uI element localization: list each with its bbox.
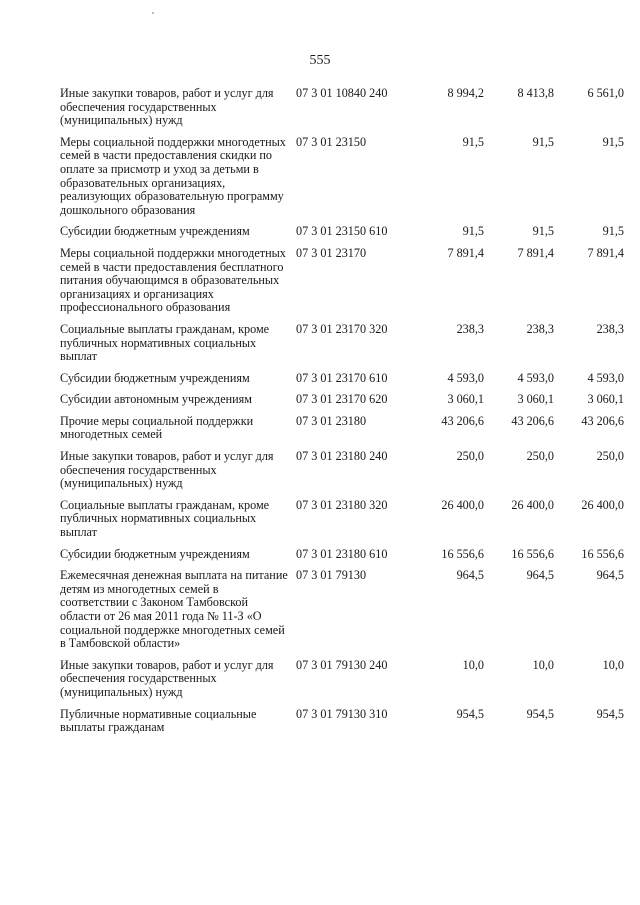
row-code: 07 3 01 23170 610 xyxy=(296,370,388,385)
row-value-2: 43 206,6 xyxy=(511,413,554,428)
row-value-3: 964,5 xyxy=(596,568,624,583)
table-row xyxy=(60,569,624,659)
row-value-1: 8 994,2 xyxy=(447,86,484,100)
budget-table xyxy=(60,87,624,743)
row-value-3: 3 060,1 xyxy=(587,392,624,407)
row-name: Субсидии бюджетным учреждениям xyxy=(60,370,250,385)
row-value-1: 4 593,0 xyxy=(447,370,484,385)
row-value-3: 4 593,0 xyxy=(587,370,624,385)
row-value-1: 91,5 xyxy=(462,134,484,149)
row-value-1: 7 891,4 xyxy=(447,245,484,260)
row-code: 07 3 01 79130 240 xyxy=(296,657,388,672)
row-code: 07 3 01 79130 310 xyxy=(296,706,388,721)
row-name: Ежемесячная денежная выплата на питание детям из многодетных семей в соответствии с Законом Тамбовской области от 26 мая 2011 года № 11-З «О социальной поддержке многодетных семей в Тамбовской области» xyxy=(60,568,288,651)
page-number: 555 xyxy=(309,53,331,68)
row-value-1: 238,3 xyxy=(456,321,484,336)
row-code: 07 3 01 23180 xyxy=(296,413,367,428)
row-value-2: 16 556,6 xyxy=(511,546,554,561)
row-value-3: 16 556,6 xyxy=(581,546,624,561)
row-code: 07 3 01 23170 xyxy=(296,245,367,260)
table-row xyxy=(60,450,624,499)
row-value-3: 6 561,0 xyxy=(587,86,624,100)
scan-speck xyxy=(152,12,154,14)
row-value-2: 10,0 xyxy=(532,657,554,672)
row-value-3: 954,5 xyxy=(596,706,624,721)
row-value-3: 7 891,4 xyxy=(587,245,624,260)
row-value-1: 10,0 xyxy=(462,657,484,672)
row-value-1: 16 556,6 xyxy=(441,546,484,561)
row-value-2: 954,5 xyxy=(526,706,554,721)
table-row xyxy=(60,225,624,247)
table-row xyxy=(60,87,624,136)
row-name: Социальные выплаты гражданам, кроме публичных нормативных социальных выплат xyxy=(60,321,270,364)
row-name: Публичные нормативные социальные выплаты гражданам xyxy=(60,706,257,735)
row-value-2: 26 400,0 xyxy=(511,497,554,512)
row-value-3: 238,3 xyxy=(596,321,624,336)
budget-table-body xyxy=(60,87,624,743)
row-value-3: 91,5 xyxy=(602,134,624,149)
table-row xyxy=(60,708,624,743)
row-code: 07 3 01 23150 xyxy=(296,134,367,149)
table-row xyxy=(60,393,624,415)
row-name: Иные закупки товаров, работ и услуг для обеспечения государственных (муниципальных) нужд xyxy=(60,86,274,128)
row-name: Прочие меры социальной поддержки многодетных семей xyxy=(60,413,254,442)
row-value-1: 3 060,1 xyxy=(447,392,484,407)
row-name: Социальные выплаты гражданам, кроме публичных нормативных социальных выплат xyxy=(60,497,270,540)
table-row xyxy=(60,247,624,323)
row-name: Иные закупки товаров, работ и услуг для обеспечения государственных (муниципальных) нужд xyxy=(60,657,274,699)
row-value-2: 238,3 xyxy=(526,321,554,336)
row-value-3: 250,0 xyxy=(596,449,624,464)
row-value-2: 8 413,8 xyxy=(517,86,554,100)
row-name: Иные закупки товаров, работ и услуг для обеспечения государственных (муниципальных) нужд xyxy=(60,449,274,491)
row-code: 07 3 01 79130 xyxy=(296,568,367,583)
row-value-1: 964,5 xyxy=(456,568,484,583)
row-value-2: 964,5 xyxy=(526,568,554,583)
row-value-2: 4 593,0 xyxy=(517,370,554,385)
row-value-3: 26 400,0 xyxy=(581,497,624,512)
row-value-3: 43 206,6 xyxy=(581,413,624,428)
row-name: Субсидии бюджетным учреждениям xyxy=(60,224,250,239)
row-code: 07 3 01 23150 610 xyxy=(296,224,388,239)
row-name: Меры социальной поддержки многодетных семей в части предоставления бесплатного питания обучающимся в образовательных организациях и организациях профессионального образования xyxy=(60,245,286,315)
row-value-3: 91,5 xyxy=(602,224,624,239)
row-code: 07 3 01 10840 240 xyxy=(296,86,388,100)
row-value-1: 954,5 xyxy=(456,706,484,721)
table-row xyxy=(60,136,624,226)
row-value-2: 91,5 xyxy=(532,224,554,239)
table-row xyxy=(60,499,624,548)
table-row xyxy=(60,548,624,570)
row-value-3: 10,0 xyxy=(602,657,624,672)
table-row xyxy=(60,415,624,450)
row-code: 07 3 01 23180 320 xyxy=(296,497,388,512)
row-name: Субсидии автономным учреждениям xyxy=(60,392,252,407)
row-name: Субсидии бюджетным учреждениям xyxy=(60,546,250,561)
row-value-1: 91,5 xyxy=(462,224,484,239)
row-value-1: 250,0 xyxy=(456,449,484,464)
row-name: Меры социальной поддержки многодетных семей в части предоставления скидки по оплате за присмотр и уход за детьми в образовательных организациях, реализующих образовательную программу дошкольного образования xyxy=(60,134,286,217)
row-value-1: 43 206,6 xyxy=(441,413,484,428)
row-code: 07 3 01 23180 610 xyxy=(296,546,388,561)
row-value-2: 250,0 xyxy=(526,449,554,464)
table-row xyxy=(60,372,624,394)
row-code: 07 3 01 23170 320 xyxy=(296,321,388,336)
table-row xyxy=(60,323,624,372)
row-value-2: 7 891,4 xyxy=(517,245,554,260)
row-value-1: 26 400,0 xyxy=(441,497,484,512)
row-code: 07 3 01 23180 240 xyxy=(296,449,388,464)
row-code: 07 3 01 23170 620 xyxy=(296,392,388,407)
table-row xyxy=(60,659,624,708)
row-value-2: 91,5 xyxy=(532,134,554,149)
row-value-2: 3 060,1 xyxy=(517,392,554,407)
